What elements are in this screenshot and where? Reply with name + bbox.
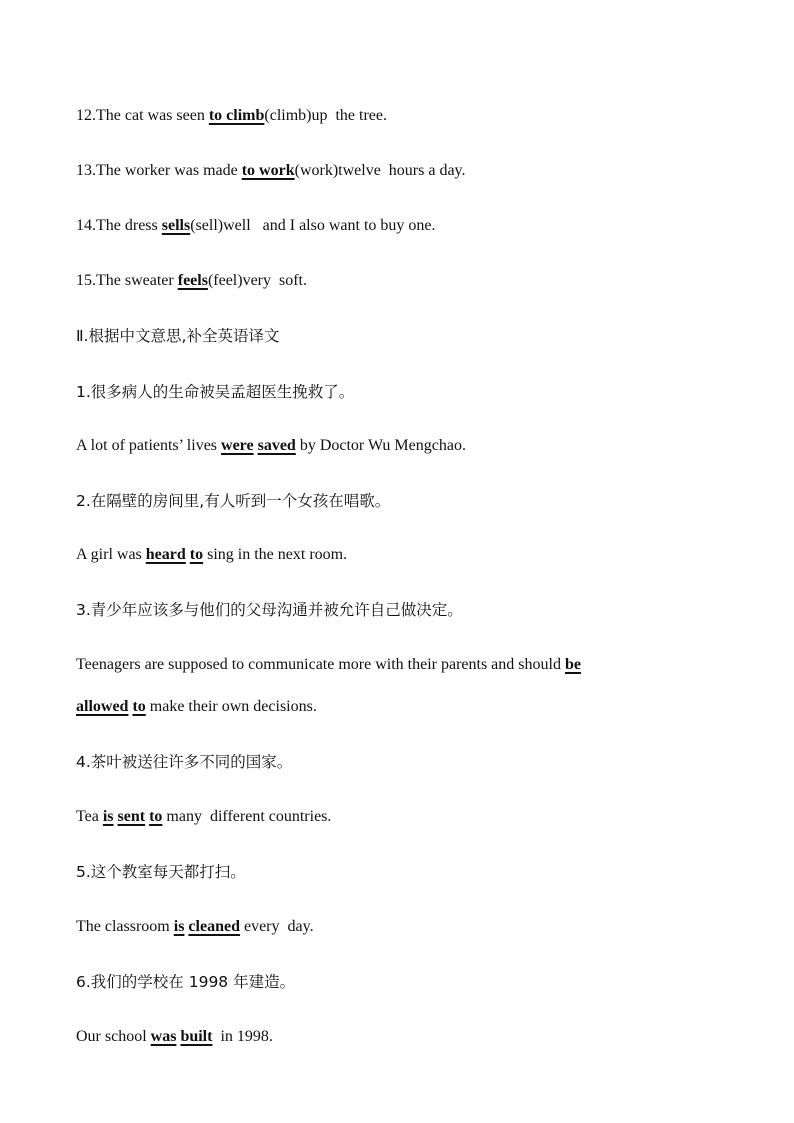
answer-blank: feels: [177, 272, 208, 289]
answer-blank: heard: [145, 546, 186, 563]
translation-answer-4: [76, 807, 331, 827]
translation-prompt-1: 1.很多病人的生命被吴孟超医生挽救了。: [76, 383, 355, 401]
exercise-13: [76, 161, 466, 181]
sentence-text: The dress: [96, 217, 162, 234]
answer-blank: saved: [257, 437, 296, 454]
translation-answer-2: [76, 545, 347, 565]
answer-blank: to climb: [208, 107, 265, 124]
sentence-text: Tea: [76, 808, 103, 825]
answer-blank: to: [132, 698, 146, 715]
sentence-text: sing in the next room.: [203, 546, 348, 563]
sentence-text: The cat was seen: [96, 107, 209, 124]
sentence-text: A girl was: [76, 546, 146, 563]
translation-answer-3-line1: [76, 655, 581, 675]
answer-blank: were: [221, 437, 254, 454]
answer-blank: be: [564, 656, 581, 673]
exercise-14: [76, 216, 436, 236]
sentence-text: The sweater: [96, 272, 178, 289]
translation-answer-6: [76, 1027, 273, 1047]
sentence-text: A lot of patients’ lives: [76, 437, 222, 454]
item-number: 15.: [76, 272, 96, 289]
translation-prompt-6: 6.我们的学校在 1998 年建造。: [76, 973, 296, 991]
answer-blank: to: [189, 546, 204, 563]
sentence-text: make their own decisions.: [145, 698, 317, 715]
answer-blank: was: [150, 1028, 177, 1045]
sentence-text: The classroom: [76, 918, 174, 935]
translation-prompt-4: 4.茶叶被送往许多不同的国家。: [76, 753, 293, 771]
item-number: 14.: [76, 217, 96, 234]
translation-prompt-5: 5.这个教室每天都打扫。: [76, 863, 246, 881]
answer-blank: cleaned: [188, 918, 240, 935]
sentence-text: by Doctor Wu Mengchao.: [295, 437, 466, 454]
item-number: 12.: [76, 107, 96, 124]
translation-prompt-2: 2.在隔壁的房间里,有人听到一个女孩在唱歌。: [76, 492, 391, 510]
sentence-text: (work)twelve hours a day.: [294, 162, 466, 179]
translation-prompt-3: 3.青少年应该多与他们的父母沟通并被允许自己做决定。: [76, 601, 463, 619]
sentence-text: in 1998.: [212, 1028, 273, 1045]
sentence-text: The worker was made: [96, 162, 242, 179]
translation-answer-3-line2: [76, 697, 317, 717]
answer-blank: allowed: [76, 698, 129, 715]
answer-blank: to: [149, 808, 163, 825]
sentence-text: (feel)very soft.: [207, 272, 307, 289]
answer-blank: sent: [117, 808, 146, 825]
answer-blank: built: [180, 1028, 213, 1045]
sentence-text: Our school: [76, 1028, 151, 1045]
item-number: 13.: [76, 162, 96, 179]
section-heading: Ⅱ.根据中文意思,补全英语译文: [76, 327, 280, 345]
exercise-15: [76, 271, 307, 291]
answer-blank: to work: [241, 162, 295, 179]
translation-answer-5: [76, 917, 314, 937]
sentence-text: many different countries.: [162, 808, 332, 825]
answer-blank: sells: [161, 217, 191, 234]
exercise-12: [76, 106, 387, 126]
sentence-text: every day.: [239, 918, 314, 935]
sentence-text: (climb)up the tree.: [264, 107, 388, 124]
sentence-text: Teenagers are supposed to communicate more with their parents and should: [76, 656, 565, 673]
translation-answer-1: [76, 436, 466, 456]
answer-blank: is: [173, 918, 185, 935]
sentence-text: (sell)well and I also want to buy one.: [190, 217, 436, 234]
answer-blank: is: [102, 808, 114, 825]
